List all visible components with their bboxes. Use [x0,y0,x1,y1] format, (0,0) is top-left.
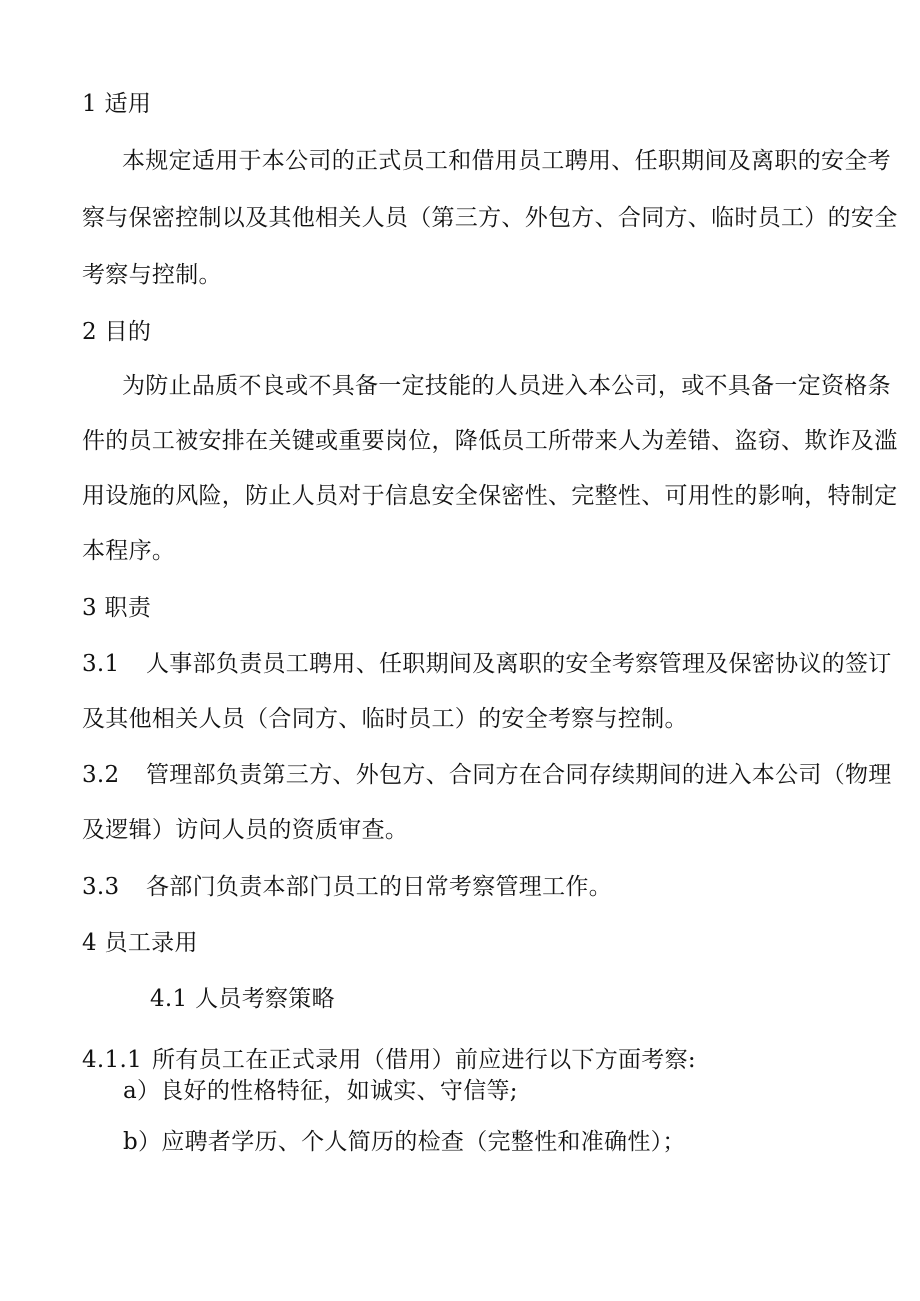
duty-item-3-1-line-2: 及其他相关人员（合同方、临时员工）的安全考察与控制。 [82,706,688,732]
item-text: 所有员工在正式录用（借用）前应进行以下方面考察: [152,1047,696,1073]
section-2-para-line-2: 件的员工被安排在关键或重要岗位，降低员工所带来人为差错、盗窃、欺诈及滥 [82,428,898,454]
list-item-b: b）应聘者学历、个人简历的检查（完整性和准确性）； [123,1129,686,1155]
item-number: 4.1.1 [82,1047,143,1073]
duty-item-3-1-line-1 [82,650,892,678]
duty-item-number: 3.2 [82,762,120,788]
duty-item-3-3-line-1 [82,873,612,901]
section-1-heading: 1 适用 [82,91,152,117]
duty-item-text: 各部门负责本部门员工的日常考察管理工作。 [146,874,612,900]
section-4-heading: 4 员工录用 [82,930,198,956]
duty-item-3-2-line-1 [82,761,892,789]
duty-item-text: 管理部负责第三方、外包方、合同方在合同存续期间的进入本公司（物理 [146,762,892,788]
item-4-1-1 [82,1046,696,1074]
section-4-1-subheading: 4.1 人员考察策略 [150,986,335,1012]
duty-item-text: 人事部负责员工聘用、任职期间及离职的安全考察管理及保密协议的签订 [146,651,892,677]
section-1-para-line-2: 察与保密控制以及其他相关人员（第三方、外包方、合同方、临时员工）的安全 [82,205,898,231]
duty-item-number: 3.3 [82,874,120,900]
section-2-para-line-3: 用设施的风险，防止人员对于信息安全保密性、完整性、可用性的影响，特制定 [82,483,898,509]
list-item-a: a）良好的性格特征，如诚实、守信等; [123,1078,518,1104]
section-1-para-line-1: 本规定适用于本公司的正式员工和借用员工聘用、任职期间及离职的安全考 [122,148,891,174]
duty-item-number: 3.1 [82,651,120,677]
section-1-para-line-3: 考察与控制。 [82,262,222,288]
section-3-heading: 3 职责 [82,595,152,621]
section-2-heading: 2 目的 [82,319,152,345]
section-2-para-line-4: 本程序。 [82,538,176,564]
duty-item-3-2-line-2: 及逻辑）访问人员的资质审查。 [82,817,409,843]
section-2-para-line-1: 为防止品质不良或不具备一定技能的人员进入本公司，或不具备一定资格条 [122,373,891,399]
